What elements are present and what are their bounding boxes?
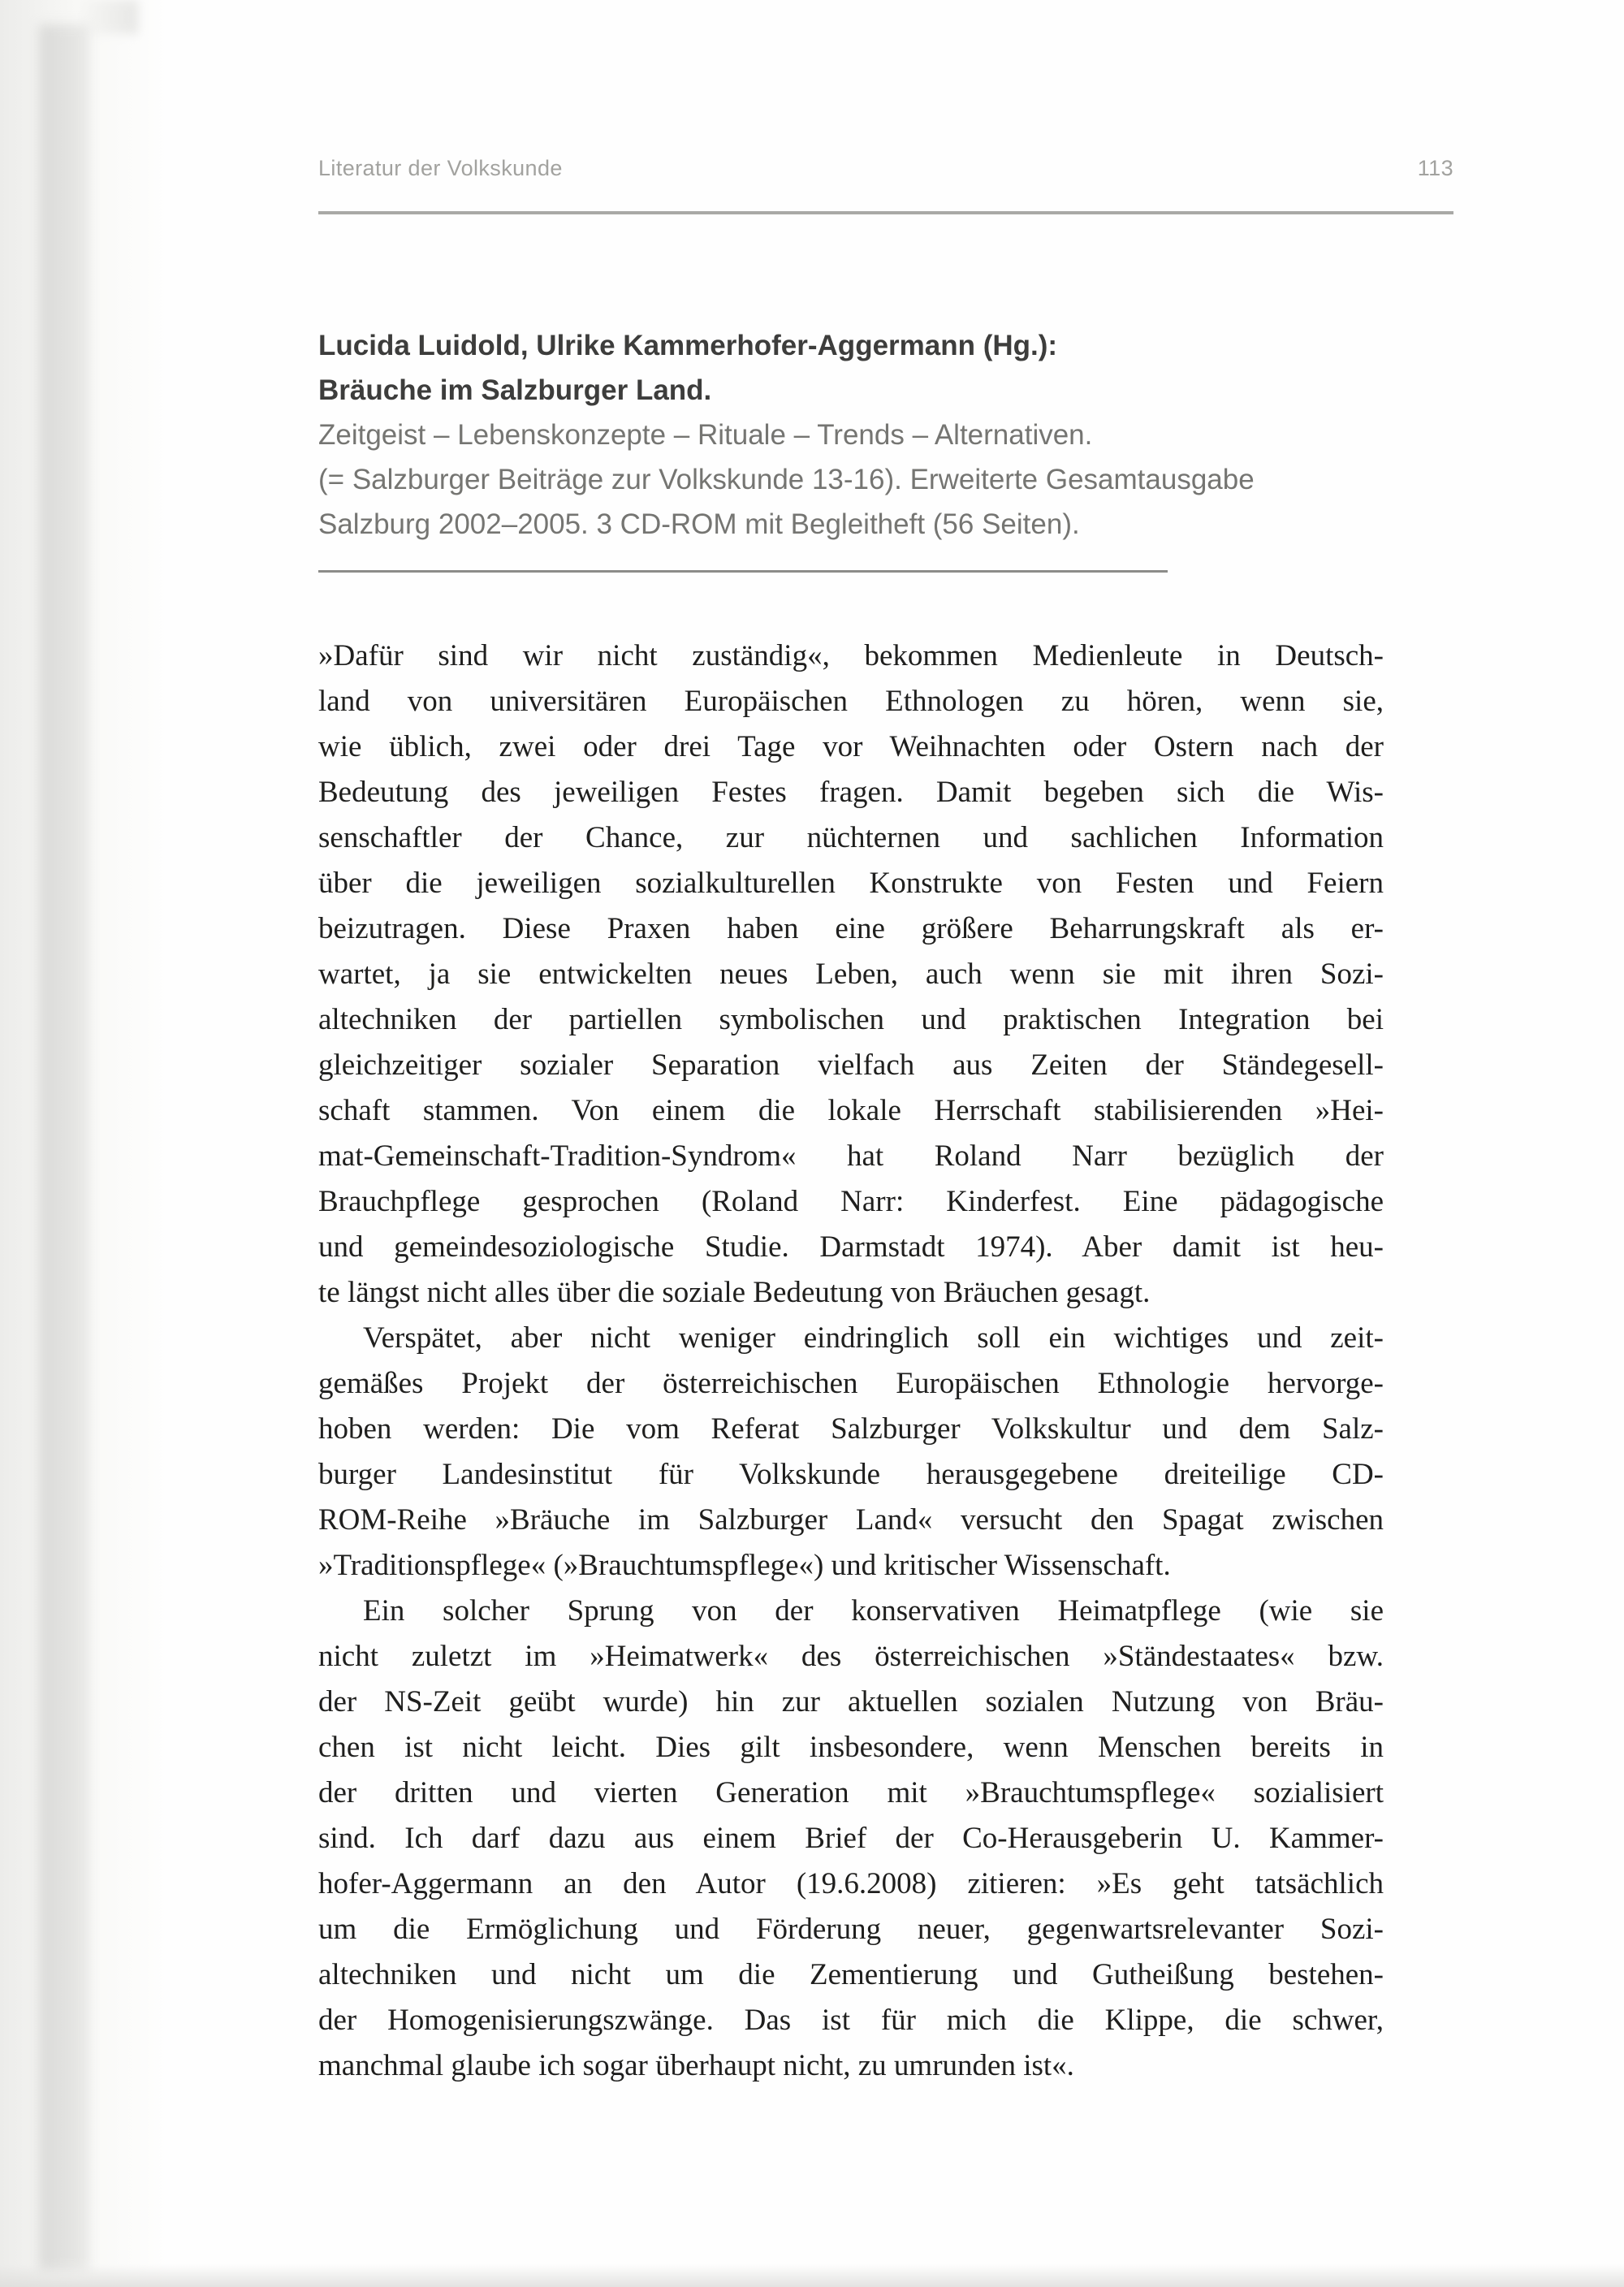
citation-publication: Salzburg 2002–2005. 3 CD-ROM mit Begleitheft (56 Seiten). (318, 508, 1080, 540)
citation-rule (318, 570, 1168, 573)
text-line: schaft stammen. Von einem die lokale Herrschaft stabilisierenden »Hei- (318, 1094, 1384, 1127)
citation-title: Bräuche im Salzburger Land. (318, 374, 712, 406)
text-line: altechniken der partiellen symbolischen und praktischen Integration bei (318, 1003, 1384, 1036)
text-line: der dritten und vierten Generation mit »Brauchtumspflege« sozialisiert (318, 1776, 1384, 1809)
body-text (318, 633, 1384, 2089)
text-line: »Dafür sind wir nicht zuständig«, bekommen Medienleute in Deutsch- (318, 639, 1384, 672)
citation-authors: Lucida Luidold, Ulrike Kammerhofer-Aggermann (Hg.): (318, 330, 1058, 361)
page-number: 113 (1417, 156, 1453, 180)
scan-shadow-bottom-edge (0, 2264, 1624, 2287)
text-line: Bedeutung des jeweiligen Festes fragen. Damit begeben sich die Wis- (318, 776, 1384, 809)
text-line: mat-Gemeinschaft-Tradition-Syndrom« hat Roland Narr bezüglich der (318, 1139, 1384, 1173)
text-line: hoben werden: Die vom Referat Salzburger Volkskultur und dem Salz- (318, 1412, 1384, 1446)
book-citation (318, 323, 1398, 547)
text-line: wie üblich, zwei oder drei Tage vor Weihnachten oder Ostern nach der (318, 730, 1384, 763)
text-line: der NS-Zeit geübt wurde) hin zur aktuellen sozialen Nutzung von Bräu- (318, 1685, 1384, 1718)
text-line: beizutragen. Diese Praxen haben eine größere Beharrungskraft als er- (318, 912, 1384, 945)
text-line: Verspätet, aber nicht weniger eindringlich soll ein wichtiges und zeit- (363, 1321, 1384, 1355)
text-line: te längst nicht alles über die soziale Bedeutung von Bräuchen gesagt. (318, 1276, 1151, 1309)
paragraph (318, 1589, 1384, 2089)
citation-series: (= Salzburger Beiträge zur Volkskunde 13-16). Erweiterte Gesamtausgabe (318, 464, 1255, 495)
text-line: nicht zuletzt im »Heimatwerk« des österreichischen »Ständestaates« bzw. (318, 1640, 1384, 1673)
text-line: über die jeweiligen sozialkulturellen Konstrukte von Festen und Feiern (318, 867, 1384, 900)
paragraph (318, 633, 1384, 1316)
citation-subtitle: Zeitgeist – Lebenskonzepte – Rituale – Trends – Alternativen. (318, 419, 1093, 451)
text-line: land von universitären Europäischen Ethnologen zu hören, wenn sie, (318, 685, 1384, 718)
text-line: Brauchpflege gesprochen (Roland Narr: Kinderfest. Eine pädagogische (318, 1185, 1384, 1218)
text-line: altechniken und nicht um die Zementierung und Gutheißung bestehen- (318, 1958, 1384, 1991)
text-line: um die Ermöglichung und Förderung neuer, gegenwartsrelevanter Sozi- (318, 1913, 1384, 1946)
text-line: hofer-Aggermann an den Autor (19.6.2008) zitieren: »Es geht tatsächlich (318, 1867, 1384, 1900)
scan-spine-shadow (39, 24, 89, 2271)
text-line: chen ist nicht leicht. Dies gilt insbesondere, wenn Menschen bereits in (318, 1731, 1384, 1764)
text-line: »Traditionspflege« (»Brauchtumspflege«) und kritischer Wissenschaft. (318, 1549, 1171, 1582)
page-header (318, 156, 1453, 181)
running-title: Literatur der Volkskunde (318, 156, 563, 180)
text-line: gemäßes Projekt der österreichischen Europäischen Ethnologie hervorge- (318, 1367, 1384, 1400)
text-line: manchmal glaube ich sogar überhaupt nicht, zu umrunden ist«. (318, 2049, 1074, 2082)
text-line: und gemeindesoziologische Studie. Darmstadt 1974). Aber damit ist heu- (318, 1230, 1384, 1264)
text-line: burger Landesinstitut für Volkskunde herausgegebene dreiteilige CD- (318, 1458, 1384, 1491)
text-line: Ein solcher Sprung von der konservativen Heimatpflege (wie sie (363, 1594, 1384, 1628)
text-line: wartet, ja sie entwickelten neues Leben, auch wenn sie mit ihren Sozi- (318, 958, 1384, 991)
text-line: senschaftler der Chance, zur nüchternen und sachlichen Information (318, 821, 1384, 854)
text-line: sind. Ich darf dazu aus einem Brief der Co-Herausgeberin U. Kammer- (318, 1822, 1384, 1855)
paragraph (318, 1316, 1384, 1589)
text-line: gleichzeitiger sozialer Separation vielfach aus Zeiten der Ständegesell- (318, 1048, 1384, 1082)
header-rule (318, 211, 1453, 214)
text-line: ROM-Reihe »Bräuche im Salzburger Land« versucht den Spagat zwischen (318, 1503, 1384, 1537)
text-line: der Homogenisierungszwänge. Das ist für mich die Klippe, die schwer, (318, 2004, 1384, 2037)
